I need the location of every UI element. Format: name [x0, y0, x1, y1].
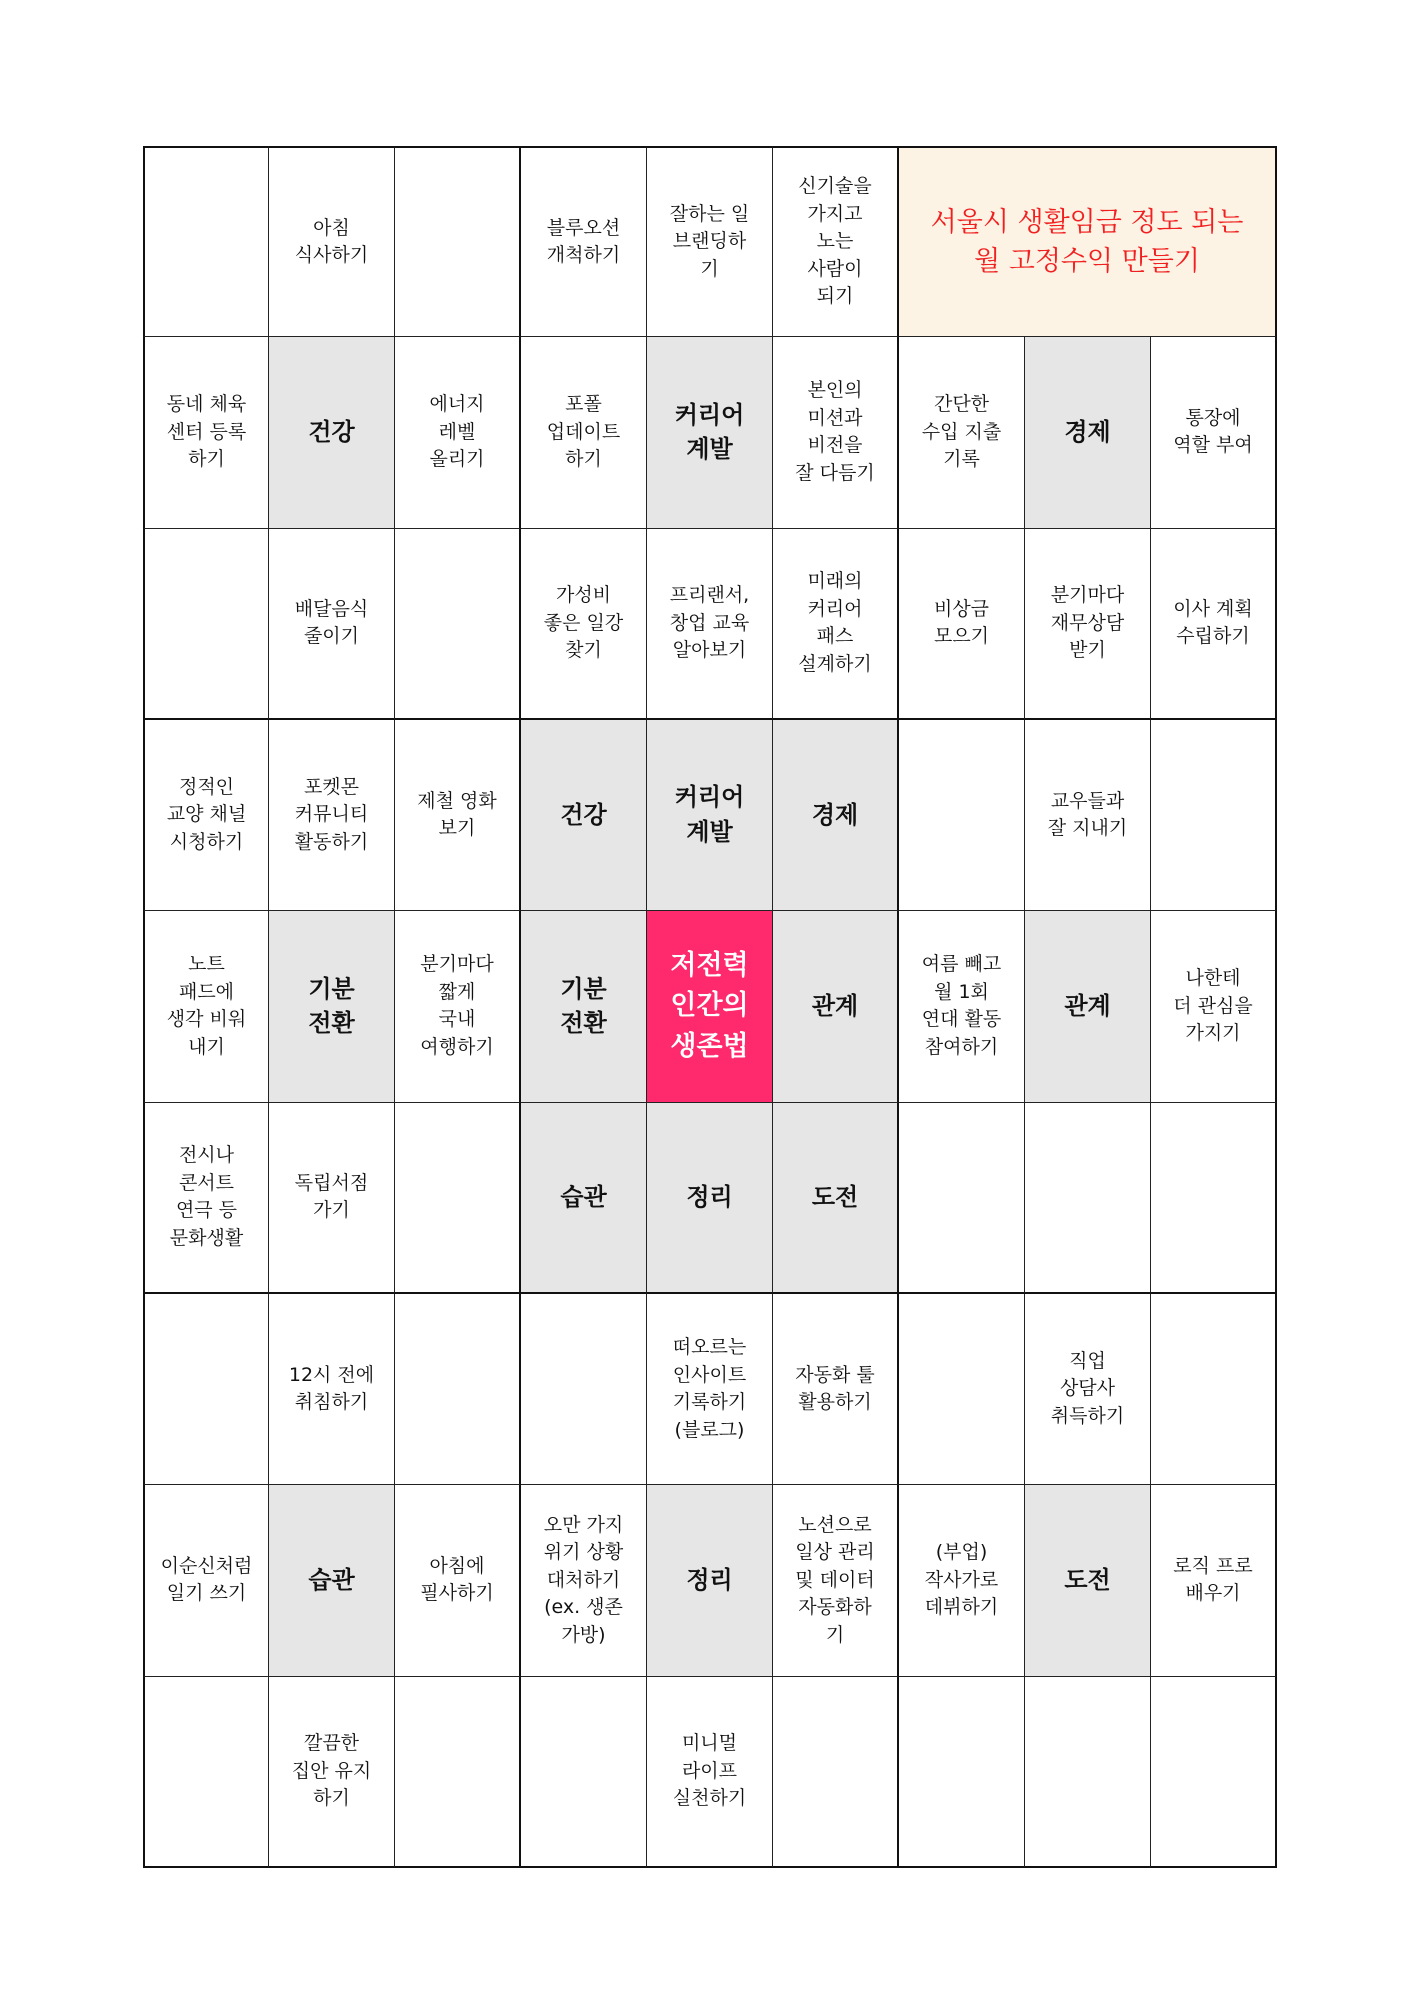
- action-cell-r8-c1: 깔끔한 집안 유지 하기: [269, 1677, 395, 1868]
- action-cell-r0-c5: 신기술을 가지고 노는 사람이 되기: [773, 146, 899, 337]
- subgoal-cell-r7-c4: 정리: [647, 1485, 773, 1676]
- subgoal-cell-r1-c1: 건강: [269, 337, 395, 528]
- empty-cell-r0-c2: [395, 146, 521, 337]
- action-cell-r4-c0: 노트 패드에 생각 비워 내기: [143, 911, 269, 1102]
- empty-cell-r6-c0: [143, 1294, 269, 1485]
- action-cell-r2-c4: 프리랜서, 창업 교육 알아보기: [647, 529, 773, 720]
- action-cell-r7-c5: 노션으로 일상 관리 및 데이터 자동화하 기: [773, 1485, 899, 1676]
- subgoal-cell-r3-c4: 커리어 계발: [647, 720, 773, 911]
- center-theme: 저전력 인간의 생존법: [647, 911, 773, 1102]
- empty-cell-r6-c6: [899, 1294, 1025, 1485]
- empty-cell-r8-c6: [899, 1677, 1025, 1868]
- subgoal-cell-r7-c1: 습관: [269, 1485, 395, 1676]
- empty-cell-r8-c5: [773, 1677, 899, 1868]
- action-cell-r7-c3: 오만 가지 위기 상황 대처하기 (ex. 생존 가방): [521, 1485, 647, 1676]
- empty-cell-r2-c2: [395, 529, 521, 720]
- empty-cell-r5-c8: [1151, 1103, 1277, 1294]
- empty-cell-r8-c3: [521, 1677, 647, 1868]
- action-cell-r6-c1: 12시 전에 취침하기: [269, 1294, 395, 1485]
- empty-cell-r5-c7: [1025, 1103, 1151, 1294]
- subgoal-cell-r3-c5: 경제: [773, 720, 899, 911]
- subgoal-cell-r4-c7: 관계: [1025, 911, 1151, 1102]
- empty-cell-r3-c8: [1151, 720, 1277, 911]
- action-cell-r7-c0: 이순신처럼 일기 쓰기: [143, 1485, 269, 1676]
- action-cell-r7-c8: 로직 프로 배우기: [1151, 1485, 1277, 1676]
- action-cell-r2-c8: 이사 계획 수립하기: [1151, 529, 1277, 720]
- action-cell-r1-c6: 간단한 수입 지출 기록: [899, 337, 1025, 528]
- action-cell-r1-c2: 에너지 레벨 올리기: [395, 337, 521, 528]
- action-cell-r6-c5: 자동화 툴 활용하기: [773, 1294, 899, 1485]
- action-cell-r0-c3: 블루오션 개척하기: [521, 146, 647, 337]
- subgoal-cell-r5-c4: 정리: [647, 1103, 773, 1294]
- subgoal-cell-r4-c1: 기분 전환: [269, 911, 395, 1102]
- action-cell-r0-c4: 잘하는 일 브랜딩하 기: [647, 146, 773, 337]
- empty-cell-r6-c8: [1151, 1294, 1277, 1485]
- action-cell-r6-c7: 직업 상담사 취득하기: [1025, 1294, 1151, 1485]
- action-cell-r1-c3: 포폴 업데이트 하기: [521, 337, 647, 528]
- empty-cell-r3-c6: [899, 720, 1025, 911]
- empty-cell-r5-c6: [899, 1103, 1025, 1294]
- action-cell-r2-c1: 배달음식 줄이기: [269, 529, 395, 720]
- action-cell-r2-c6: 비상금 모으기: [899, 529, 1025, 720]
- subgoal-cell-r5-c5: 도전: [773, 1103, 899, 1294]
- action-cell-r3-c2: 제철 영화 보기: [395, 720, 521, 911]
- empty-cell-r0-c0: [143, 146, 269, 337]
- action-cell-r2-c5: 미래의 커리어 패스 설계하기: [773, 529, 899, 720]
- action-cell-r0-c1: 아침 식사하기: [269, 146, 395, 337]
- action-cell-r1-c5: 본인의 미션과 비전을 잘 다듬기: [773, 337, 899, 528]
- subgoal-cell-r4-c5: 관계: [773, 911, 899, 1102]
- empty-cell-r5-c2: [395, 1103, 521, 1294]
- action-cell-r2-c7: 분기마다 재무상담 받기: [1025, 529, 1151, 720]
- action-cell-r6-c4: 떠오르는 인사이트 기록하기 (블로그): [647, 1294, 773, 1485]
- empty-cell-r8-c2: [395, 1677, 521, 1868]
- action-cell-r5-c1: 독립서점 가기: [269, 1103, 395, 1294]
- empty-cell-r8-c7: [1025, 1677, 1151, 1868]
- action-cell-r2-c3: 가성비 좋은 일강 찾기: [521, 529, 647, 720]
- mandalart-grid: [143, 146, 1277, 1868]
- subgoal-cell-r1-c4: 커리어 계발: [647, 337, 773, 528]
- action-cell-r7-c2: 아침에 필사하기: [395, 1485, 521, 1676]
- action-cell-r7-c6: (부업) 작사가로 데뷔하기: [899, 1485, 1025, 1676]
- action-cell-r3-c7: 교우들과 잘 지내기: [1025, 720, 1151, 911]
- action-cell-r4-c2: 분기마다 짧게 국내 여행하기: [395, 911, 521, 1102]
- subgoal-cell-r5-c3: 습관: [521, 1103, 647, 1294]
- empty-cell-r8-c8: [1151, 1677, 1277, 1868]
- subgoal-cell-r7-c7: 도전: [1025, 1485, 1151, 1676]
- empty-cell-r6-c3: [521, 1294, 647, 1485]
- subgoal-cell-r3-c3: 건강: [521, 720, 647, 911]
- goal-banner: 서울시 생활임금 정도 되는 월 고정수익 만들기: [899, 146, 1277, 337]
- action-cell-r1-c8: 통장에 역할 부여: [1151, 337, 1277, 528]
- empty-cell-r8-c0: [143, 1677, 269, 1868]
- empty-cell-r2-c0: [143, 529, 269, 720]
- action-cell-r4-c6: 여름 빼고 월 1회 연대 활동 참여하기: [899, 911, 1025, 1102]
- subgoal-cell-r4-c3: 기분 전환: [521, 911, 647, 1102]
- action-cell-r3-c0: 정적인 교양 채널 시청하기: [143, 720, 269, 911]
- subgoal-cell-r1-c7: 경제: [1025, 337, 1151, 528]
- empty-cell-r6-c2: [395, 1294, 521, 1485]
- action-cell-r3-c1: 포켓몬 커뮤니티 활동하기: [269, 720, 395, 911]
- action-cell-r5-c0: 전시나 콘서트 연극 등 문화생활: [143, 1103, 269, 1294]
- action-cell-r1-c0: 동네 체육 센터 등록 하기: [143, 337, 269, 528]
- action-cell-r4-c8: 나한테 더 관심을 가지기: [1151, 911, 1277, 1102]
- action-cell-r8-c4: 미니멀 라이프 실천하기: [647, 1677, 773, 1868]
